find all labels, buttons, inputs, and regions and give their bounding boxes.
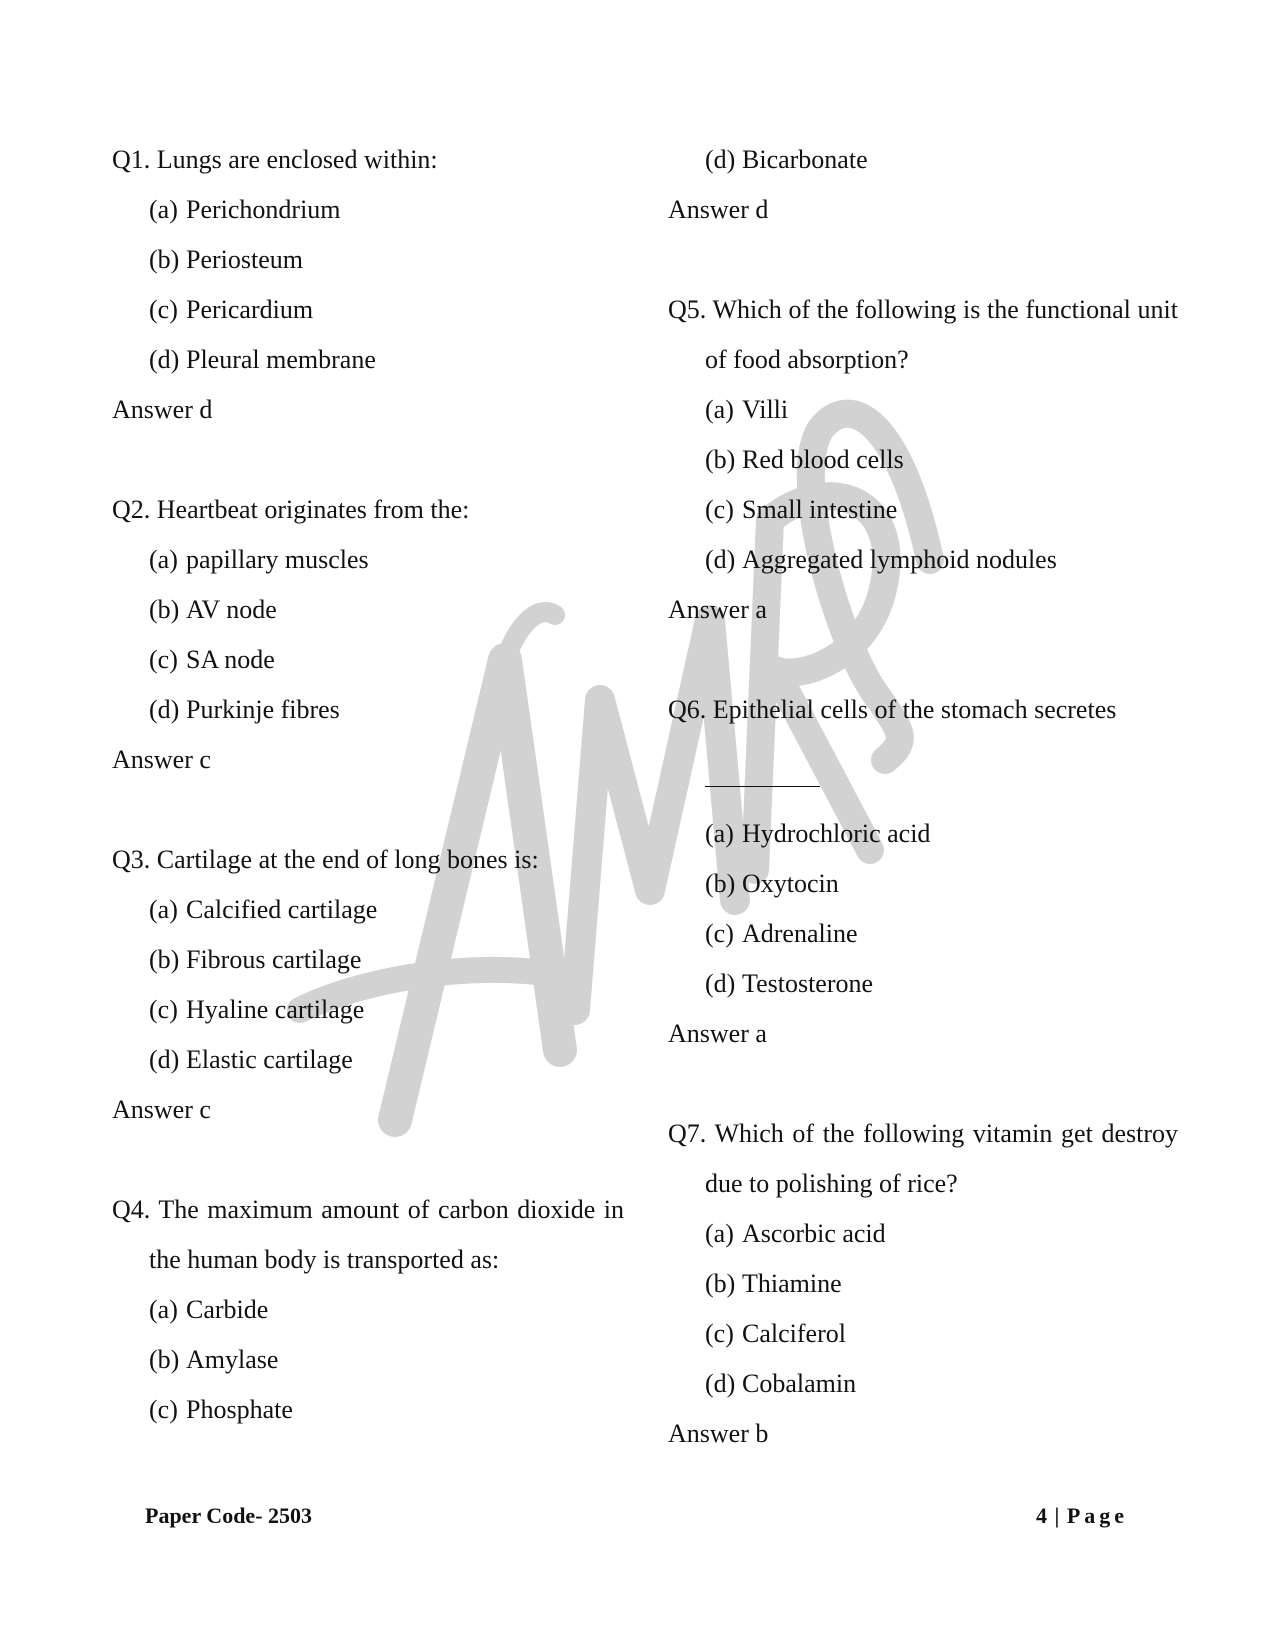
option bbox=[705, 859, 1178, 909]
question-4 bbox=[112, 1185, 624, 1435]
question-text: Q1. Lungs are enclosed within: bbox=[112, 145, 438, 174]
option-text: Bicarbonate bbox=[742, 145, 868, 174]
option-label: (a) bbox=[149, 1295, 178, 1324]
answer: Answer a bbox=[668, 595, 767, 624]
spacer bbox=[668, 1059, 1178, 1109]
page-word: Page bbox=[1066, 1503, 1129, 1528]
option bbox=[149, 1285, 624, 1335]
question-text: Q3. Cartilage at the end of long bones is: bbox=[112, 845, 539, 874]
option bbox=[705, 959, 1178, 1009]
option-label: (c) bbox=[149, 645, 178, 674]
option-label: (a) bbox=[705, 1219, 734, 1248]
option bbox=[705, 535, 1178, 585]
option-text: Aggregated lymphoid nodules bbox=[742, 545, 1057, 574]
option-text: Villi bbox=[742, 395, 789, 424]
option-label: (d) bbox=[149, 345, 180, 374]
option-label: (d) bbox=[705, 1369, 736, 1398]
left-column bbox=[112, 135, 624, 1435]
spacer bbox=[112, 785, 624, 835]
spacer bbox=[668, 635, 1178, 685]
option-text: Purkinje fibres bbox=[186, 695, 340, 724]
option-label: (c) bbox=[149, 1395, 178, 1424]
option bbox=[149, 185, 624, 235]
option bbox=[705, 1309, 1178, 1359]
option-label: (b) bbox=[149, 245, 180, 274]
option bbox=[705, 435, 1178, 485]
option-text: Thiamine bbox=[742, 1269, 842, 1298]
option bbox=[149, 235, 624, 285]
option-label: (b) bbox=[149, 945, 180, 974]
option-text: Oxytocin bbox=[742, 869, 839, 898]
option-text: Testosterone bbox=[742, 969, 874, 998]
option-label: (b) bbox=[705, 869, 736, 898]
answer: Answer c bbox=[112, 1095, 211, 1124]
question-text: Q4. The maximum amount of carbon dioxide in the human body is transported as: bbox=[112, 1195, 624, 1274]
question-text: Q5. Which of the following is the functional unit of food absorption? bbox=[668, 295, 1178, 374]
option-label: (d) bbox=[705, 545, 736, 574]
option bbox=[149, 985, 624, 1035]
option-text: Elastic cartilage bbox=[186, 1045, 353, 1074]
option bbox=[149, 635, 624, 685]
question-4-continued bbox=[668, 135, 1178, 235]
spacer bbox=[112, 1135, 624, 1185]
option-text: Adrenaline bbox=[742, 919, 858, 948]
option-text: Phosphate bbox=[186, 1395, 293, 1424]
option-text: Cobalamin bbox=[742, 1369, 857, 1398]
option-label: (c) bbox=[705, 1319, 734, 1348]
question-text: Q2. Heartbeat originates from the: bbox=[112, 495, 470, 524]
option-label: (a) bbox=[149, 195, 178, 224]
answer: Answer c bbox=[112, 745, 211, 774]
option-label: (d) bbox=[705, 145, 736, 174]
answer: Answer a bbox=[668, 1019, 767, 1048]
option bbox=[149, 285, 624, 335]
option bbox=[705, 385, 1178, 435]
option-label: (d) bbox=[149, 695, 180, 724]
option-label: (a) bbox=[149, 545, 178, 574]
question-6 bbox=[668, 685, 1178, 1059]
question-1 bbox=[112, 135, 624, 435]
option-text: Red blood cells bbox=[742, 445, 904, 474]
option-text: papillary muscles bbox=[186, 545, 369, 574]
option-text: Calcified cartilage bbox=[186, 895, 378, 924]
option-label: (c) bbox=[705, 919, 734, 948]
option-label: (b) bbox=[705, 445, 736, 474]
fill-in-blank-line bbox=[705, 763, 820, 787]
option-text: Calciferol bbox=[742, 1319, 846, 1348]
option-text: Periosteum bbox=[186, 245, 303, 274]
option-text: Amylase bbox=[186, 1345, 279, 1374]
option-text: Perichondrium bbox=[186, 195, 341, 224]
option bbox=[149, 1335, 624, 1385]
option-label: (b) bbox=[149, 1345, 180, 1374]
answer: Answer b bbox=[668, 1419, 769, 1448]
option-text: Hydrochloric acid bbox=[742, 819, 931, 848]
answer: Answer d bbox=[112, 395, 213, 424]
right-column bbox=[668, 135, 1178, 1459]
option bbox=[705, 909, 1178, 959]
option bbox=[705, 1359, 1178, 1409]
option-text: Fibrous cartilage bbox=[186, 945, 362, 974]
option bbox=[705, 1209, 1178, 1259]
option bbox=[705, 1259, 1178, 1309]
page-number-value: 4 | bbox=[1036, 1503, 1061, 1528]
option bbox=[705, 809, 1178, 859]
option-label: (d) bbox=[705, 969, 736, 998]
option bbox=[149, 685, 624, 735]
question-7 bbox=[668, 1109, 1178, 1459]
option-label: (a) bbox=[149, 895, 178, 924]
paper-code: Paper Code- 2503 bbox=[145, 1503, 313, 1528]
option bbox=[149, 1035, 624, 1085]
question-5 bbox=[668, 285, 1178, 635]
option-label: (c) bbox=[149, 995, 178, 1024]
option bbox=[149, 935, 624, 985]
spacer bbox=[112, 435, 624, 485]
page-number bbox=[1036, 1503, 1128, 1529]
option bbox=[149, 335, 624, 385]
option-text: Pleural membrane bbox=[186, 345, 376, 374]
option-label: (d) bbox=[149, 1045, 180, 1074]
option bbox=[705, 135, 1178, 185]
option-label: (c) bbox=[705, 495, 734, 524]
option-text: Pericardium bbox=[186, 295, 314, 324]
question-text: Q6. Epithelial cells of the stomach secretes bbox=[668, 695, 1117, 724]
option-text: Small intestine bbox=[742, 495, 898, 524]
option-label: (a) bbox=[705, 819, 734, 848]
option bbox=[149, 585, 624, 635]
option bbox=[149, 1385, 624, 1435]
option-text: Hyaline cartilage bbox=[186, 995, 365, 1024]
option bbox=[149, 535, 624, 585]
question-2 bbox=[112, 485, 624, 785]
option bbox=[705, 485, 1178, 535]
option-text: Ascorbic acid bbox=[742, 1219, 886, 1248]
question-text: Q7. Which of the following vitamin get destroy due to polishing of rice? bbox=[668, 1119, 1178, 1198]
option-label: (b) bbox=[705, 1269, 736, 1298]
option-text: SA node bbox=[186, 645, 275, 674]
answer: Answer d bbox=[668, 195, 769, 224]
option bbox=[149, 885, 624, 935]
option-text: AV node bbox=[186, 595, 277, 624]
option-label: (b) bbox=[149, 595, 180, 624]
spacer bbox=[668, 235, 1178, 285]
option-text: Carbide bbox=[186, 1295, 269, 1324]
option-label: (c) bbox=[149, 295, 178, 324]
option-label: (a) bbox=[705, 395, 734, 424]
question-3 bbox=[112, 835, 624, 1135]
